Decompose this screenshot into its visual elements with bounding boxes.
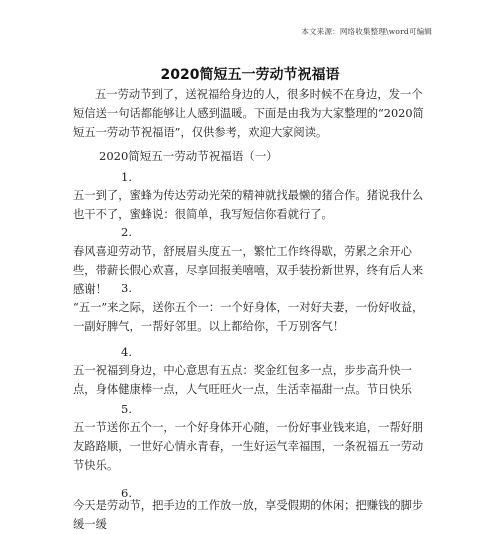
item-number: 1. <box>121 170 132 184</box>
item-text: 五一节送你五个一，一个好身体开心随，一份好事业钱来追，一帮好朋友路路顺，一世好心情永青春，一生好运气幸福围，一条祝福五一劳动节快乐。 <box>73 421 424 472</box>
item-number: 5. <box>121 402 132 416</box>
intro-paragraph: 五一劳动节到了，送祝福给身边的人，很多时候不在身边，发一个短信送一句话都能够让人感到温暖。下面是由我为大家整理的“2020简短五一劳动节祝福语”，仅供参考，欢迎大家阅读。 <box>73 88 424 139</box>
document-title: 2020简短五一劳动节祝福语 <box>160 67 340 83</box>
item-text: 春风喜迎劳动节，舒展眉头度五一，繁忙工作终得歇，劳累之余开心些，带薪长假心欢喜，尽享回报美嘻嘻，双手装扮新世界，终有后人来感谢！ <box>73 245 424 296</box>
item-text: “五一”来之际，送你五个一：一个好身体，一对好夫妻，一份好收益，一副好脾气，一帮好邻里。以上都给你，千万别客气！ <box>73 301 424 333</box>
item-text: 五一祝福到身边，中心意思有五点：奖金红包多一点，步步高升快一点，身体健康棒一点，人气旺旺火一点，生活幸福甜一点。节日快乐 <box>73 364 412 396</box>
section-title: 2020简短五一劳动节祝福语（一） <box>99 149 278 163</box>
item-text: 五一到了，蜜蜂为传达劳动光荣的精神就找最懒的猪合作。猪说我什么也干不了，蜜蜂说：很简单，我写短信你看就行了。 <box>73 189 424 221</box>
source-note: 本文来源：网络收集整理\word可编辑 <box>301 27 432 36</box>
item-number: 3. <box>121 281 132 295</box>
item-number: 6. <box>121 486 132 500</box>
item-number: 2. <box>121 225 132 239</box>
item-number: 4. <box>121 345 132 359</box>
item-text: 今天是劳动节，把手边的工作放一放，享受假期的休闲；把赚钱的脚步缓一缓 <box>73 499 424 531</box>
